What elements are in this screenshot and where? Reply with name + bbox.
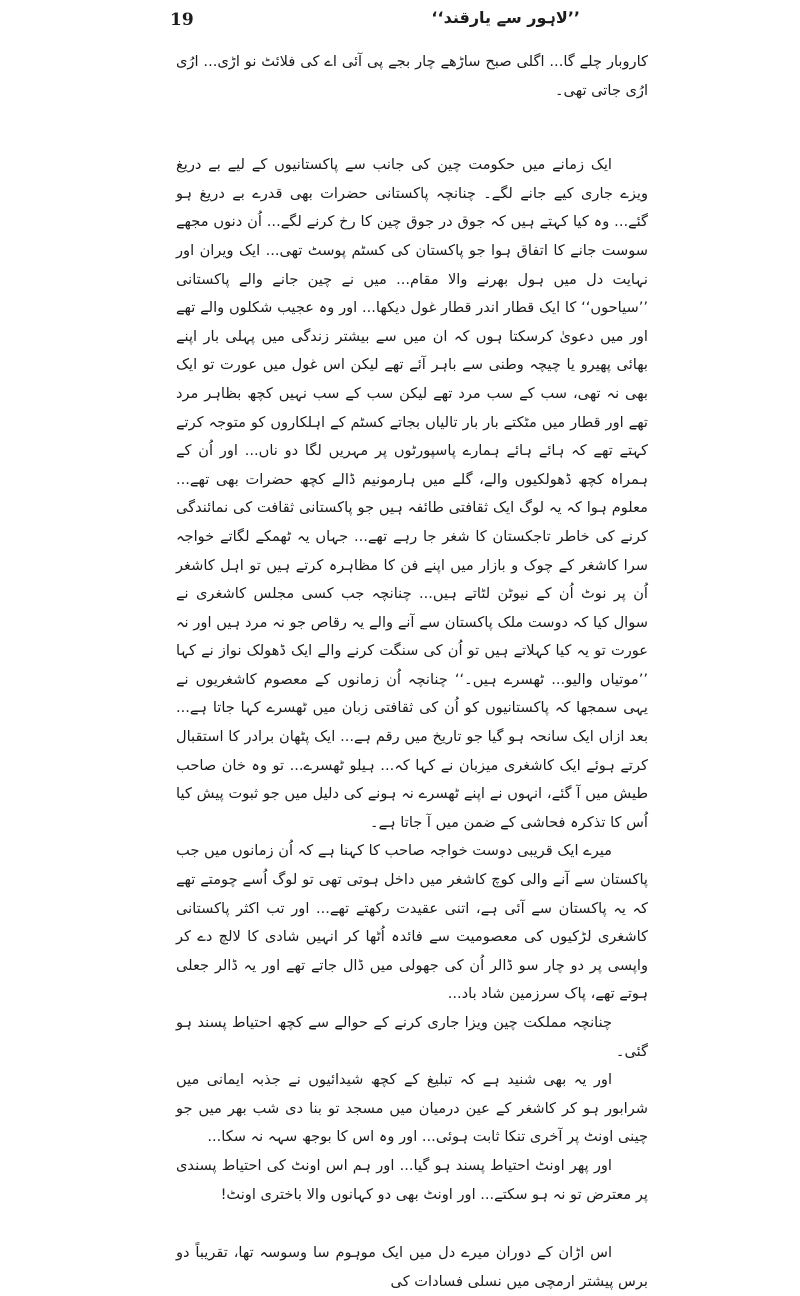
paragraph-opening: کاروبار چلے گا... اگلی صبح ساڑھے چار بجے پی آئی اے کی فلائٹ نو اڑی... ارُی ارُی جاتی تھی۔ bbox=[176, 53, 648, 99]
page-number: 19 bbox=[170, 10, 194, 30]
paragraph: میرے ایک قریبی دوست خواجہ صاحب کا کہنا ہے کہ اُن زمانوں میں جب پاکستان سے آنے والی کوچ کاشغر میں داخل ہوتی تھی تو لوگ اُسے چومتے تھے کہ یہ پاکستان سے آئی ہے، اتنی عقیدت رکھتے تھے... اور تب اکثر پاکستانی کاشغری لڑکیوں کی معصومیت سے فائدہ اُٹھا کر انہیں شادی کا لالچ دے کر واپسی پر دو چار سو ڈالر اُن کی جھولی میں ڈال جاتے تھے اور یہ ڈالر جعلی ہوتے تھے، پاک سرزمین شاد باد... bbox=[176, 842, 648, 1003]
paragraph: ایک زمانے میں حکومت چین کی جانب سے پاکستانیوں کے لیے بے دریغ ویزے جاری کیے جانے لگے۔ چنانچہ پاکستانی حضرات بھی قدرے بے دریغ ہو گئے... وہ کیا کہتے ہیں کہ جوق در جوق چین کا رخ کرنے لگے... اُن دنوں مجھے سوست جانے کا اتفاق ہوا جو پاکستان کی کسٹم پوسٹ تھی... ایک ویران اور نہایت دل میں ہول بھرنے والا مقام... میں نے چین جانے والے پاکستانی ’’سیاحوں‘‘ کا ایک قطار اندر قطار غول دیکھا... اور وہ عجیب شکلوں والے تھے اور میں دعویٰ کرسکتا ہوں کہ ان میں سے بیشتر زندگی میں پہلی بار اپنے بھائی پھیرو یا چیچہ وطنی سے باہر آئے تھے لیکن اس غول میں عورت تو ایک بھی نہ تھی، سب کے سب مرد تھے لیکن سب کے سب نہیں کچھ بظاہر مرد تھے اور قطار میں مٹکتے بار بار تالیاں بجاتے کسٹم کے اہلکاروں کو متوجہ کرتے کہتے تھے کہ ہائے ہائے ہمارے پاسپورٹوں پر مہریں لگا دو ناں... اور اُن کے ہمراہ کچھ ڈھولکیوں والے، گلے میں ہارمونیم ڈالے کچھ حضرات بھی تھے... معلوم ہوا کہ یہ لوگ ایک ثقافتی طائفہ ہیں جو پاکستانی ثقافت کی نمائندگی کرنے کی خاطر تاجکستان کا شغر جا رہے تھے... جہاں یہ ٹھمکے لگاتے خواجہ سرا کاشغر کے چوک و بازار میں اپنے فن کا مظاہرہ کرتے ہیں تو اہل کاشغر اُن پر نوٹ اُن کے نیوٹن لٹاتے ہیں... چنانچہ جب کسی مجلس کاشغری نے سوال کیا کہ دوست ملک پاکستان سے آنے والے یہ رقاص جو نہ مرد ہیں اور نہ عورت تو یہ کیا کہلاتے ہیں تو اُن کی سنگت کرنے والے ایک ڈھولک نواز نے کہا ’’موتیاں والیو... ٹھسرے ہیں۔‘‘ چنانچہ اُن زمانوں کے معصوم کاشغریوں نے یہی سمجھا کہ پاکستانیوں کو اُن کی ثقافتی زبان میں ٹھسرے کہا جاتا ہے... بعد ازاں ایک سانحہ ہو گیا جو تاریخ میں رقم ہے... ایک پٹھان برادر کا استقبال کرتے ہوئے ایک کاشغری میزبان نے کہا کہ... ہیلو ٹھسرے... تو وہ خان صاحب طیش میں آ گئے، انہوں نے اپنے ٹھسرے نہ ہونے کی دلیل میں جو ثبوت پیش کیا اُس کا تذکرہ فحاشی کے ضمن میں آ جاتا ہے۔ bbox=[176, 156, 648, 831]
paragraph: اور پھر اونٹ احتیاط پسند ہو گیا... اور ہم اس اونٹ کی احتیاط پسندی پر معترض تو نہ ہو سکتے... اور اونٹ بھی دو کہانوں والا باختری اونٹ! bbox=[176, 1156, 648, 1203]
page-header bbox=[170, 8, 580, 36]
paragraph: اس اڑان کے دوران میرے دل میں ایک موہوم سا وسوسہ تھا، تقریباً دو برس پیشتر ارمچی میں نسلی فسادات کی bbox=[176, 1244, 648, 1290]
paragraph: چنانچہ مملکت چین ویزا جاری کرنے کے حوالے سے کچھ احتیاط پسند ہو گئی۔ bbox=[176, 1014, 648, 1060]
paragraph: اور یہ بھی شنید ہے کہ تبلیغ کے کچھ شیدائیوں نے جذبہ ایمانی میں شرابور ہو کر کاشغر کے عین درمیان میں مسجد تو بنا دی شب بھر میں جو چینی اونٹ پر آخری تنکا ثابت ہوئی... اور وہ اس کا بوجھ سہہ نہ سکا... bbox=[176, 1071, 648, 1146]
running-title: ’’لاہور سے یارقند‘‘ bbox=[431, 8, 580, 27]
body-text bbox=[176, 48, 648, 1296]
